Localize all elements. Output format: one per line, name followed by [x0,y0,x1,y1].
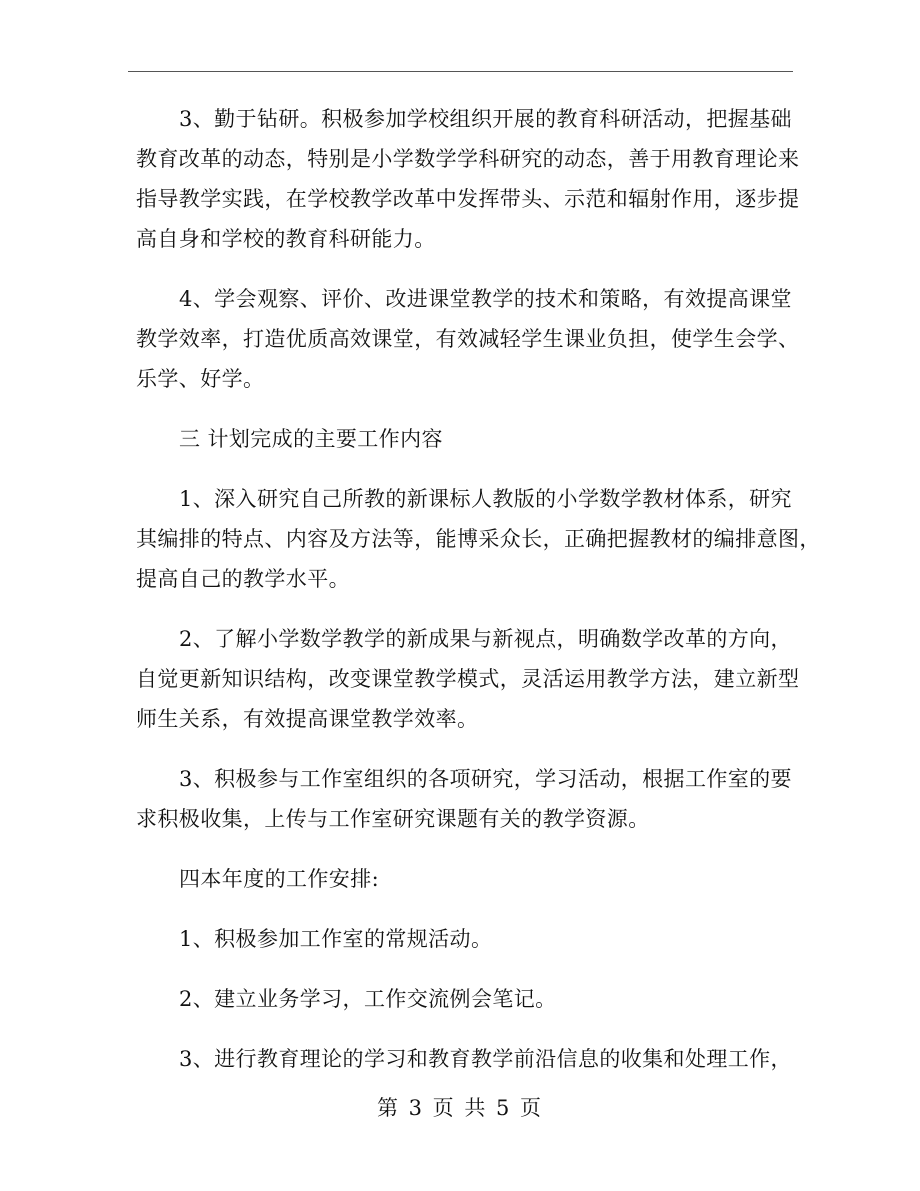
paragraph [136,279,800,399]
paragraph-line: 求积极收集，上传与工作室研究课题有关的教学资源。 [136,807,650,831]
paragraph-line: 提高自己的教学水平。 [136,567,350,591]
paragraph [136,619,800,739]
paragraph [136,479,821,599]
paragraph-line: 3、勤于钻研。积极参加学校组织开展的教育科研活动，把握基础 [179,107,792,131]
paragraph-line: 指导教学实践，在学校教学改革中发挥带头、示范和辐射作用，逐步提 [136,187,800,211]
paragraph-line: 高自身和学校的教育科研能力。 [136,227,436,251]
page-number-footer: 第 3 页 共 5 页 [376,1096,544,1120]
paragraph-line: 教育改革的动态，特别是小学数学学科研究的动态，善于用教育理论来 [136,147,800,171]
paragraph-line: 3、进行教育理论的学习和教育教学前沿信息的收集和处理工作， [179,1047,792,1071]
paragraph-line: 2、建立业务学习，工作交流例会笔记。 [179,987,557,1011]
paragraph-line: 3、积极参与工作室组织的各项研究，学习活动，根据工作室的要 [179,767,792,791]
section-heading [136,419,796,459]
header-rule [128,71,793,72]
section-heading [136,859,796,899]
paragraph-line: 1、积极参加工作室的常规活动。 [179,927,493,951]
paragraph [136,919,796,959]
section-heading-text: 四本年度的工作安排: [179,867,380,891]
paragraph [136,1039,796,1079]
paragraph-line: 乐学、好学。 [136,367,265,391]
paragraph-line: 2、了解小学数学教学的新成果与新视点，明确数学改革的方向， [179,627,792,651]
paragraph-line: 4、学会观察、评价、改进课堂教学的技术和策略，有效提高课堂 [179,287,792,311]
paragraph-line: 1、深入研究自己所教的新课标人教版的小学数学教材体系，研究 [179,487,792,511]
section-heading-text: 三 计划完成的主要工作内容 [179,427,443,451]
paragraph [136,759,796,839]
paragraph [136,979,796,1019]
paragraph [136,99,800,259]
paragraph-line: 其编排的特点、内容及方法等，能博采众长，正确把握教材的编排意图， [136,527,821,551]
paragraph-line: 教学效率，打造优质高效课堂，有效减轻学生课业负担，使学生会学、 [136,327,800,351]
paragraph-line: 师生关系，有效提高课堂教学效率。 [136,707,479,731]
document-body [136,99,821,1099]
paragraph-line: 自觉更新知识结构，改变课堂教学模式，灵活运用教学方法，建立新型 [136,667,800,691]
